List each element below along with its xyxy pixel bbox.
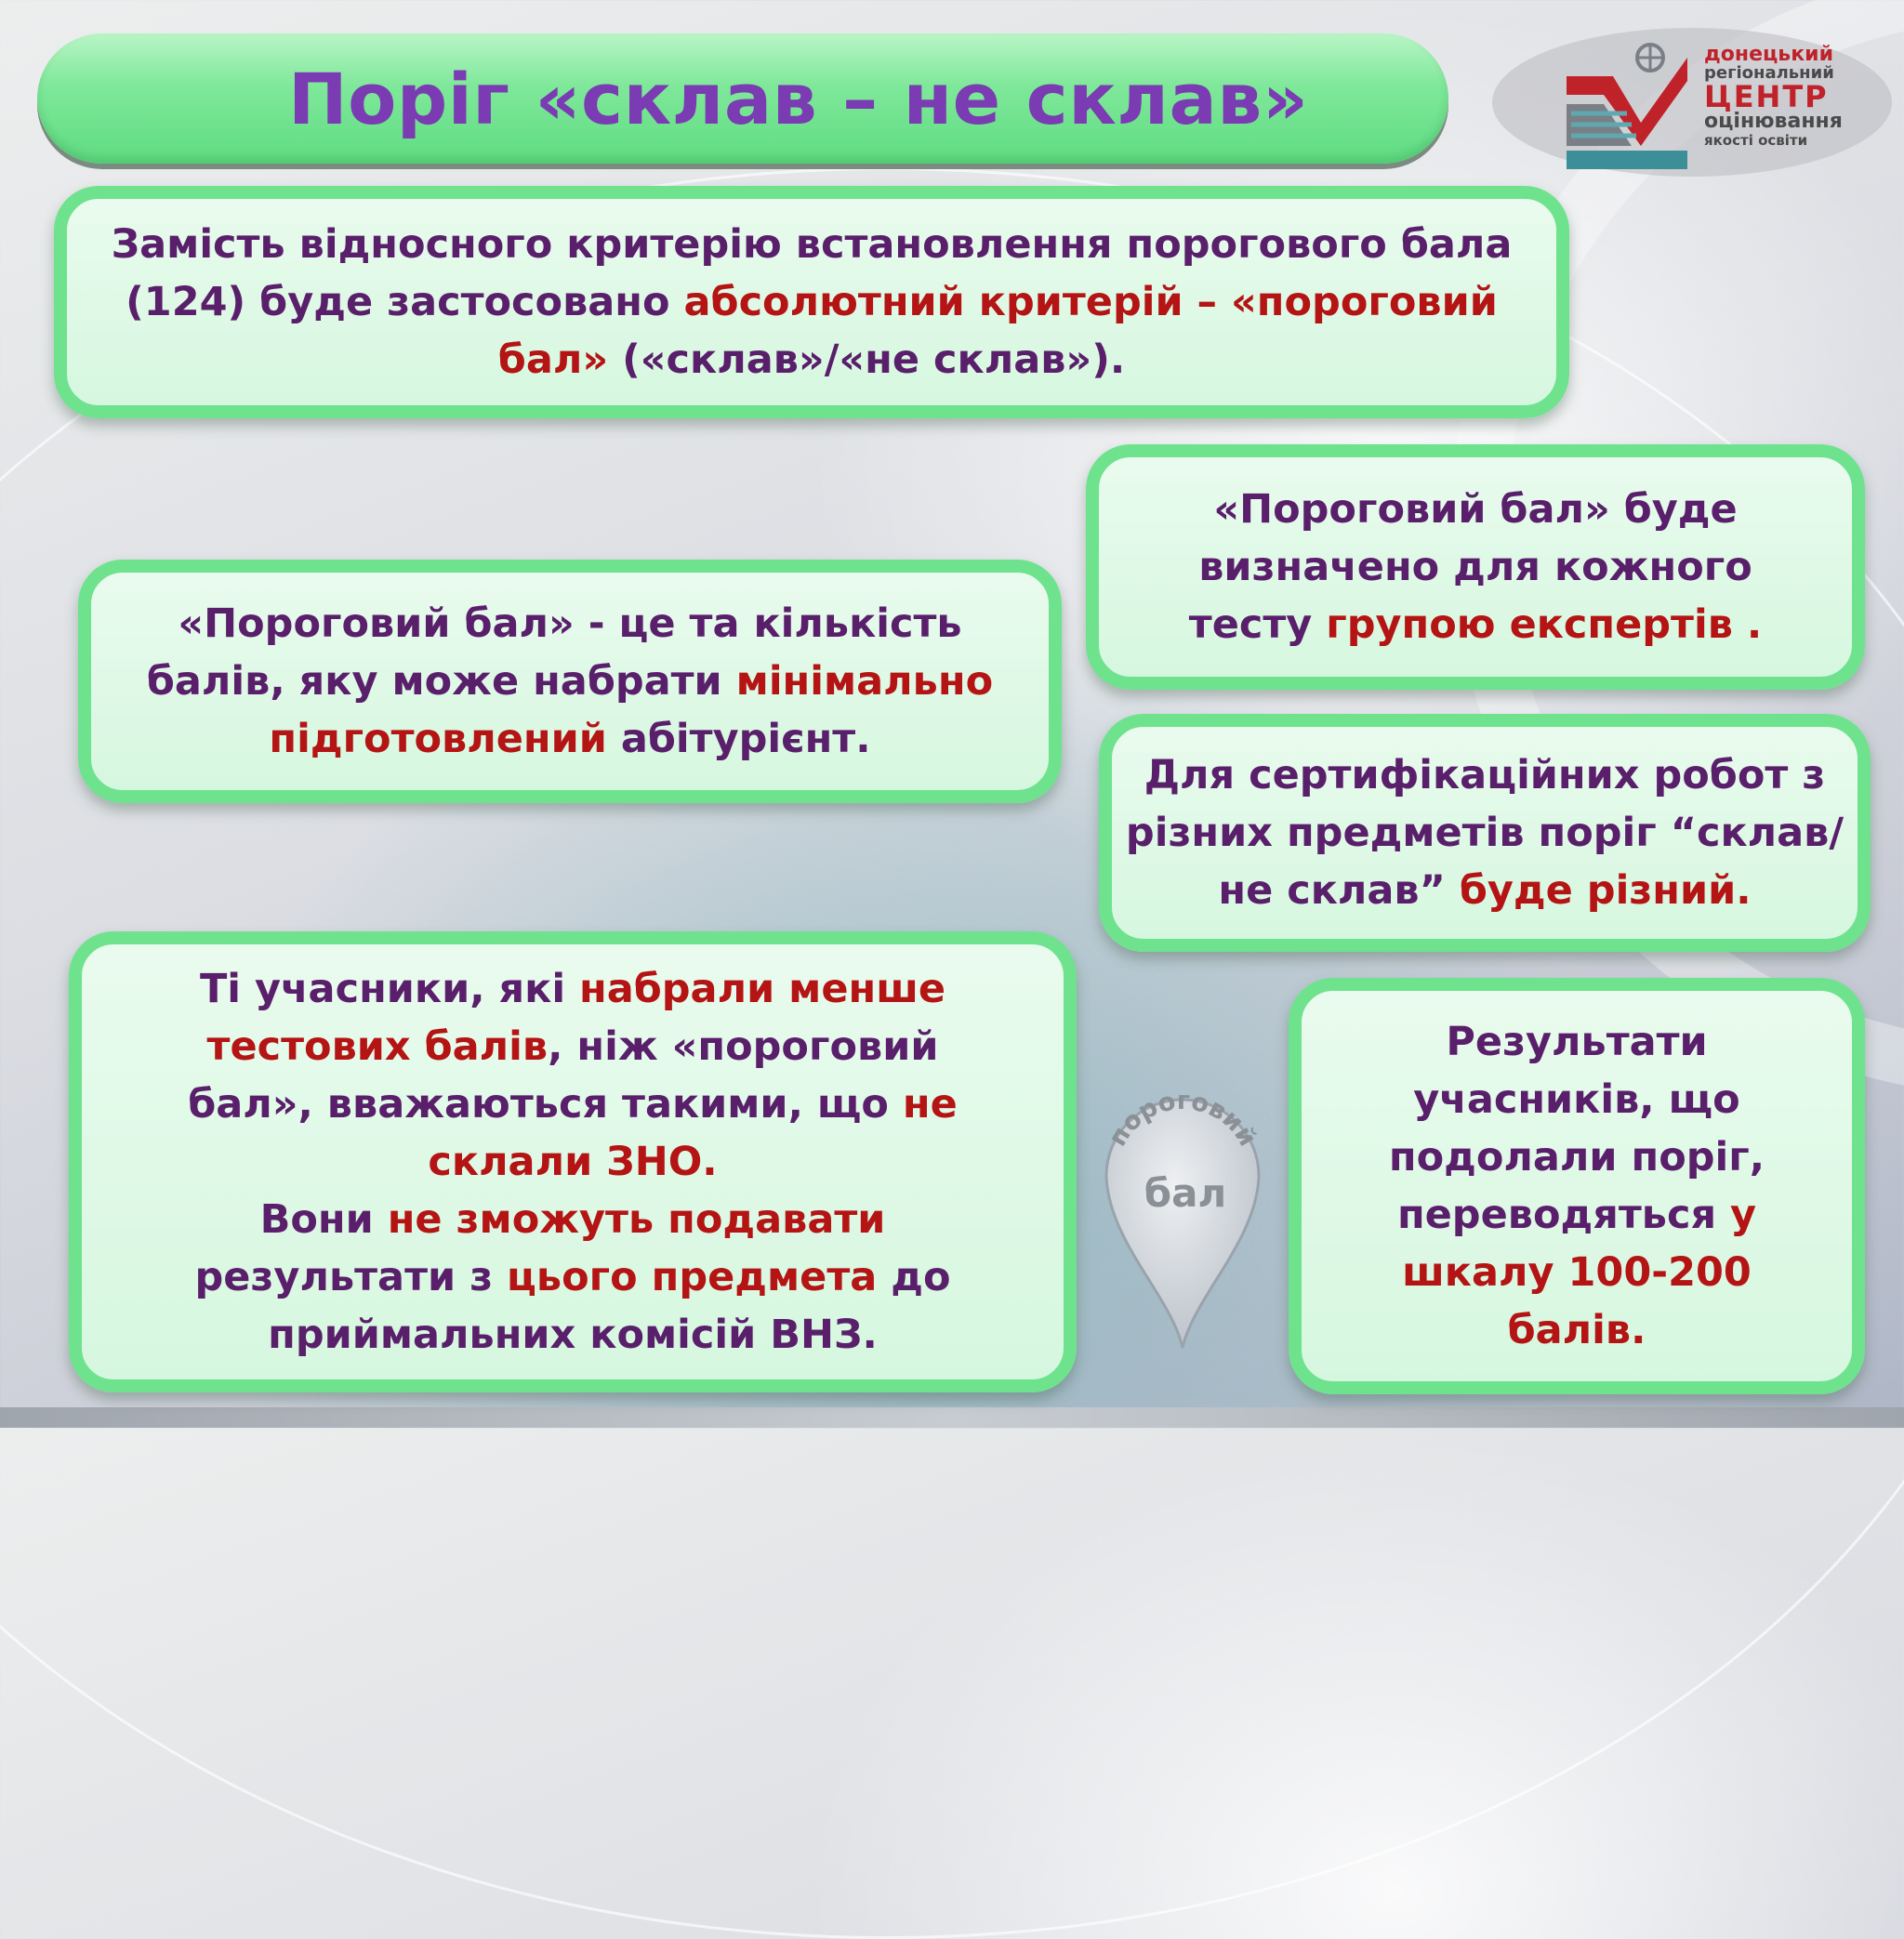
logo-mark-icon — [1548, 39, 1697, 178]
highlight-text: не склали ЗНО. — [428, 1081, 958, 1185]
logo — [1492, 28, 1892, 177]
page-title: Поріг «склав – не склав» — [288, 57, 1309, 140]
card-different-thresholds — [1099, 714, 1871, 952]
text-segment: Замість відносного критерію встановлення порогового бала (124) буде застосовано — [111, 221, 1513, 325]
card-failed-participants — [69, 931, 1077, 1392]
highlight-text: не зможуть подавати — [387, 1196, 886, 1243]
card-scale-conversion — [1289, 978, 1865, 1394]
card-text — [82, 960, 1064, 1364]
text-segment: Ті учасники, які — [199, 966, 580, 1012]
text-segment: , ніж «пороговий бал», вважаються такими, що — [188, 1023, 939, 1128]
card-text — [1099, 481, 1852, 653]
text-segment: абітурієнт. — [606, 716, 871, 762]
card-text — [67, 216, 1556, 389]
highlight-text: цього предмета — [507, 1254, 878, 1300]
threshold-pin-icon — [1090, 1083, 1276, 1352]
pin-main-text: бал — [1144, 1170, 1227, 1216]
text-segment: «Пороговий бал» буде визначено для кожного тесту — [1188, 486, 1752, 648]
text-segment: до приймальних комісій ВНЗ. — [268, 1254, 951, 1358]
highlight-text: мінімально підготовлений — [269, 658, 994, 762]
highlight-text: буде різний. — [1459, 867, 1752, 914]
pin-arc-text: пороговий — [1103, 1086, 1263, 1152]
text-segment: результати з — [194, 1254, 508, 1300]
card-text — [1302, 1013, 1852, 1359]
highlight-text: абсолютний критерій – «пороговий бал» — [497, 279, 1498, 383]
card-threshold-definition — [78, 560, 1062, 803]
text-segment: Вони — [259, 1196, 388, 1243]
paragraph — [147, 1191, 998, 1364]
logo-line: донецький — [1704, 43, 1833, 66]
card-expert-group — [1086, 444, 1865, 690]
logo-line: якості освіти — [1704, 132, 1808, 149]
text-segment: («склав»/«не склав»). — [608, 336, 1126, 383]
card-absolute-criterion — [54, 186, 1569, 418]
text-segment: Результати учасників, що подолали поріг, переводяться — [1388, 1019, 1765, 1238]
logo-line: оцінювання — [1704, 110, 1843, 133]
highlight-text: набрали менше тестових балів — [206, 966, 946, 1070]
bottom-band — [0, 1407, 1904, 1428]
paragraph — [147, 960, 998, 1191]
text-segment: Для сертифікаційних робот з різних предметів поріг “склав/не склав” — [1125, 752, 1844, 914]
title-bar — [37, 33, 1448, 164]
card-text — [1112, 746, 1858, 919]
card-text — [91, 595, 1049, 768]
logo-line: регіональний — [1704, 63, 1834, 83]
logo-text — [1704, 45, 1843, 148]
text-segment: «Пороговий бал» - це та кількість балів, яку може набрати — [146, 600, 962, 705]
highlight-text: у шкалу 100-200 балів. — [1402, 1192, 1757, 1353]
highlight-text: групою експертів . — [1326, 601, 1763, 648]
logo-line: ЦЕНТР — [1704, 79, 1829, 114]
